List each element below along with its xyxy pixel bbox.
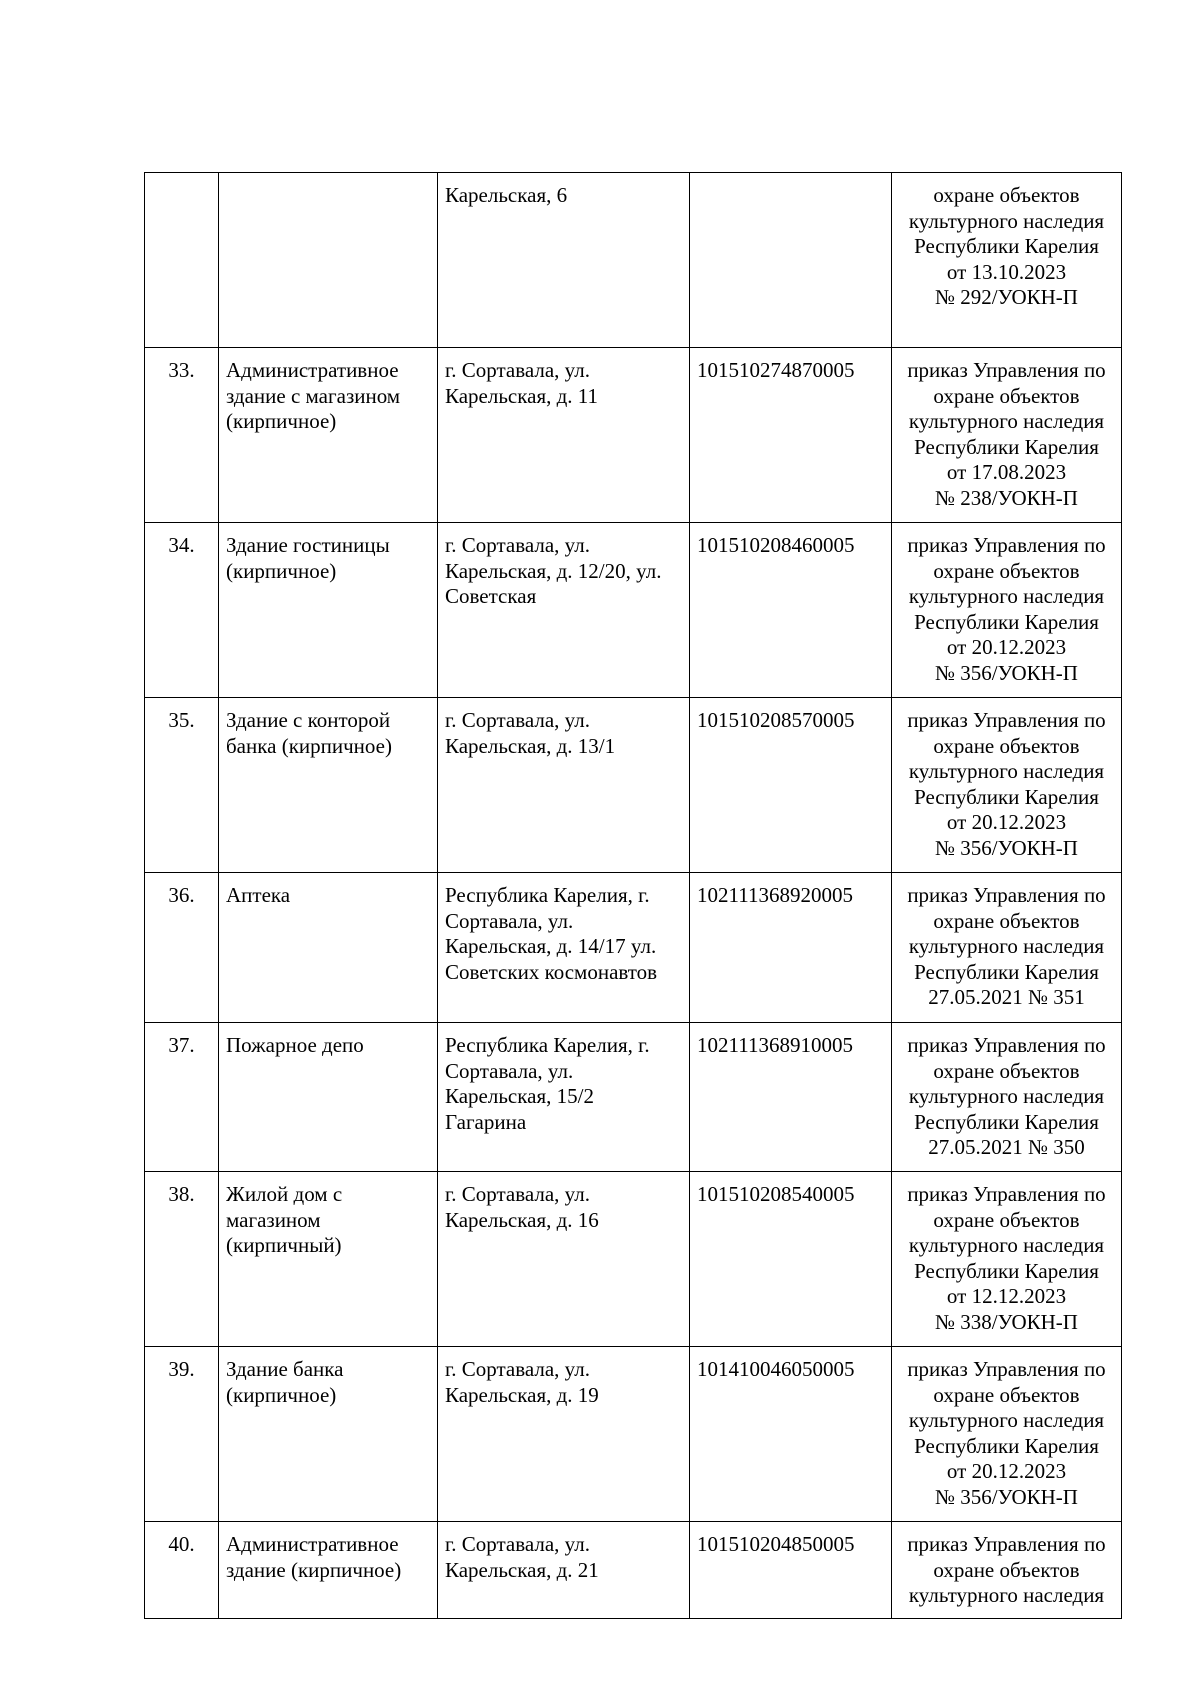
address-cell	[438, 173, 690, 348]
row-number-cell	[145, 1172, 219, 1347]
address-line: г. Сортавала, ул.	[445, 1532, 590, 1556]
registry-number-cell	[690, 1522, 892, 1619]
row-number: 38.	[168, 1182, 195, 1206]
address-cell	[438, 1172, 690, 1347]
row-number-cell	[145, 173, 219, 348]
registry-number-cell	[690, 173, 892, 348]
address-line: г. Сортавала, ул.	[445, 533, 590, 557]
document-line: от 20.12.2023	[946, 1459, 1067, 1483]
document-line: № 292/УОКН-П	[935, 285, 1078, 309]
table-row	[145, 873, 1122, 1023]
row-number: 37.	[168, 1033, 195, 1057]
document-line: от 12.12.2023	[946, 1284, 1067, 1308]
registry-number-cell	[690, 523, 892, 698]
address-line: Карельская, д. 21	[445, 1557, 599, 1582]
object-name-line: магазином	[226, 1207, 321, 1232]
registry-number: 101510204850005	[697, 1532, 855, 1556]
object-name-line: Здание с конторой	[226, 708, 391, 732]
document-line: культурного наследия	[908, 409, 1105, 433]
document-line: от 17.08.2023	[946, 460, 1067, 484]
table-row	[145, 523, 1122, 698]
document-line: охране объектов	[933, 908, 1080, 933]
document-line: Республики Карелия	[914, 609, 1099, 634]
document-cell	[892, 523, 1122, 698]
address-line: Карельская, д. 12/20, ул.	[445, 558, 662, 583]
table-row	[145, 1347, 1122, 1522]
document-line: приказ Управления по	[907, 1033, 1106, 1057]
document-line: приказ Управления по	[907, 1182, 1106, 1206]
table-row	[145, 1023, 1122, 1172]
document-line: № 338/УОКН-П	[935, 1309, 1078, 1334]
document-line: культурного наследия	[908, 208, 1105, 233]
object-name-line: Пожарное депо	[226, 1033, 364, 1057]
object-name-line: Здание гостиницы	[226, 533, 390, 557]
row-number-cell	[145, 698, 219, 873]
address-cell	[438, 1023, 690, 1172]
document-line: культурного наследия	[908, 1408, 1105, 1432]
registry-number: 101510208540005	[697, 1182, 855, 1206]
object-name-line: Административное	[226, 358, 399, 382]
address-line: Карельская, д. 16	[445, 1207, 599, 1232]
document-line: охране объектов	[933, 733, 1080, 758]
address-cell	[438, 1347, 690, 1522]
document-line: приказ Управления по	[907, 1357, 1106, 1381]
address-line: г. Сортавала, ул.	[445, 358, 590, 382]
table-row	[145, 1522, 1122, 1619]
object-name-line: Административное	[226, 1532, 399, 1556]
registry-number: 102111368920005	[697, 883, 853, 907]
document-line: охране объектов	[933, 383, 1080, 408]
row-number: 36.	[168, 883, 195, 907]
document-line: охране объектов	[933, 1058, 1080, 1083]
document-cell	[892, 1023, 1122, 1172]
document-line: № 356/УОКН-П	[935, 1484, 1078, 1509]
registry-number-cell	[690, 348, 892, 523]
address-line: Гагарина	[445, 1109, 527, 1134]
object-name-cell	[219, 873, 438, 1023]
registry-number-cell	[690, 1347, 892, 1522]
document-line: приказ Управления по	[907, 1532, 1106, 1556]
document-line: охране объектов	[933, 1557, 1080, 1582]
document-line: охране объектов	[933, 183, 1080, 207]
registry-number-cell	[690, 1023, 892, 1172]
address-line: г. Сортавала, ул.	[445, 1182, 590, 1206]
document-line: № 356/УОКН-П	[935, 835, 1078, 860]
address-line: Сортавала, ул.	[445, 1058, 574, 1083]
registry-number-cell	[690, 1172, 892, 1347]
document-cell	[892, 348, 1122, 523]
address-line: г. Сортавала, ул.	[445, 708, 590, 732]
registry-number: 101510208570005	[697, 708, 855, 732]
row-number: 40.	[168, 1532, 195, 1556]
row-number: 39.	[168, 1357, 195, 1381]
address-line: Советских космонавтов	[445, 959, 658, 984]
object-name-line: здание с магазином	[226, 383, 401, 408]
document-line: приказ Управления по	[907, 533, 1106, 557]
document-line: Республики Карелия	[914, 1258, 1099, 1283]
row-number-cell	[145, 523, 219, 698]
object-name-cell	[219, 523, 438, 698]
document-line: Республики Карелия	[914, 959, 1099, 984]
document-line: приказ Управления по	[907, 358, 1106, 382]
address-line: Республика Карелия, г.	[445, 1033, 650, 1057]
address-cell	[438, 698, 690, 873]
object-name-line: Здание банка	[226, 1357, 344, 1381]
address-line: Карельская, д. 19	[445, 1382, 599, 1407]
table-row	[145, 698, 1122, 873]
object-name-cell	[219, 1023, 438, 1172]
document-line: от 13.10.2023	[946, 259, 1067, 284]
registry-number: 102111368910005	[697, 1033, 853, 1057]
document-cell	[892, 1522, 1122, 1619]
object-name-line: (кирпичное)	[226, 1382, 337, 1407]
document-line: приказ Управления по	[907, 883, 1106, 907]
object-name-line: Жилой дом с	[226, 1182, 343, 1206]
registry-number: 101410046050005	[697, 1357, 855, 1381]
address-line: Советская	[445, 584, 537, 608]
object-name-line: (кирпичное)	[226, 558, 337, 583]
document-cell	[892, 173, 1122, 348]
document-line: Республики Карелия	[914, 234, 1099, 258]
object-name-line: банка (кирпичное)	[226, 733, 392, 758]
object-name-line: здание (кирпичное)	[226, 1557, 402, 1582]
document-line: культурного наследия	[908, 759, 1105, 783]
object-name-cell	[219, 1172, 438, 1347]
address-cell	[438, 348, 690, 523]
row-number-cell	[145, 1347, 219, 1522]
table-row	[145, 348, 1122, 523]
table-row	[145, 1172, 1122, 1347]
address-cell	[438, 523, 690, 698]
document-line: культурного наследия	[908, 1233, 1105, 1257]
address-line: Карельская, д. 14/17 ул.	[445, 934, 657, 958]
document-line: охране объектов	[933, 1382, 1080, 1407]
registry-number: 101510208460005	[697, 533, 855, 557]
row-number: 33.	[168, 358, 195, 382]
object-name-line: (кирпичный)	[226, 1233, 342, 1257]
document-line: 27.05.2021 № 351	[928, 985, 1085, 1009]
document-cell	[892, 873, 1122, 1023]
document-line: Республики Карелия	[914, 784, 1099, 809]
address-cell	[438, 873, 690, 1023]
row-number-cell	[145, 873, 219, 1023]
address-line: Сортавала, ул.	[445, 908, 574, 933]
address-line: Карельская, д. 11	[445, 383, 599, 408]
object-name-cell	[219, 1522, 438, 1619]
document-line: охране объектов	[933, 1207, 1080, 1232]
table-body	[145, 173, 1122, 1619]
document-cell	[892, 1172, 1122, 1347]
registry-number: 101510274870005	[697, 358, 855, 382]
registry-number-cell	[690, 873, 892, 1023]
document-line: Республики Карелия	[914, 1109, 1099, 1134]
address-line: г. Сортавала, ул.	[445, 1357, 590, 1381]
object-name-line: Аптека	[226, 883, 291, 907]
document-line: № 356/УОКН-П	[935, 660, 1078, 685]
object-name-cell	[219, 1347, 438, 1522]
table-row	[145, 173, 1122, 348]
document-line: культурного наследия	[908, 934, 1105, 958]
document-line: № 238/УОКН-П	[935, 485, 1078, 510]
document-line: от 20.12.2023	[946, 635, 1067, 659]
document-line: культурного наследия	[908, 1084, 1105, 1108]
row-number: 35.	[168, 708, 195, 732]
document-line: Республики Карелия	[914, 434, 1099, 459]
address-line: Республика Карелия, г.	[445, 883, 650, 907]
row-number-cell	[145, 1023, 219, 1172]
object-name-line: (кирпичное)	[226, 409, 337, 433]
registry-number-cell	[690, 698, 892, 873]
address-line: Карельская, 15/2	[445, 1084, 594, 1108]
address-line: Карельская, д. 13/1	[445, 733, 616, 758]
row-number-cell	[145, 348, 219, 523]
object-name-cell	[219, 698, 438, 873]
document-line: приказ Управления по	[907, 708, 1106, 732]
document-line: от 20.12.2023	[946, 810, 1067, 834]
row-number-cell	[145, 1522, 219, 1619]
document-line: 27.05.2021 № 350	[928, 1135, 1085, 1159]
document-cell	[892, 1347, 1122, 1522]
document-line: охране объектов	[933, 558, 1080, 583]
document-line: культурного наследия	[908, 584, 1105, 608]
document-cell	[892, 698, 1122, 873]
address-line: Карельская, 6	[445, 183, 568, 207]
object-name-cell	[219, 173, 438, 348]
document-line: культурного наследия	[908, 1583, 1105, 1607]
row-number: 34.	[168, 533, 195, 557]
document-line: Республики Карелия	[914, 1433, 1099, 1458]
address-cell	[438, 1522, 690, 1619]
heritage-objects-table	[144, 172, 1122, 1619]
object-name-cell	[219, 348, 438, 523]
